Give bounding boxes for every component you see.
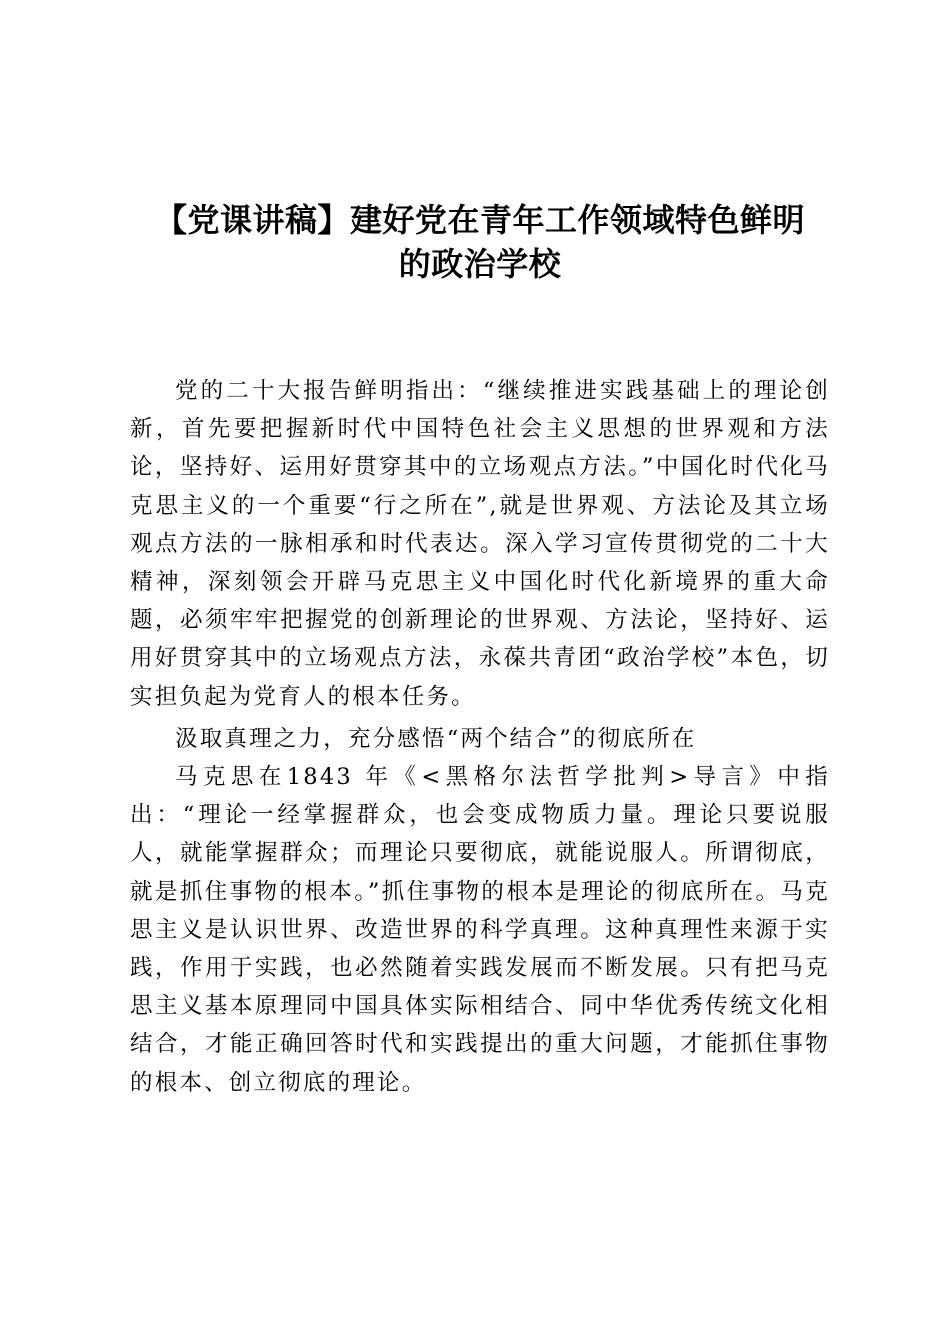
document-title-line-1: 【党课讲稿】建好党在青年工作领域特色鲜明 xyxy=(154,201,805,239)
document-body xyxy=(130,372,830,1102)
section-heading: 汲取真理之力，充分感悟“两个结合”的彻底所在 xyxy=(175,725,697,752)
document-title-line-2: 的政治学校 xyxy=(398,245,562,283)
document-title xyxy=(120,198,840,286)
paragraph-intro: 党的二十大报告鲜明指出：“继续推进实践基础上的理论创新，首先要把握新时代中国特色社会主义思想的世界观和方法论，坚持好、运用好贯穿其中的立场观点方法。”中国化时代化马克思主义的一个重要“行之所在”,就是世界观、方法论及其立场观点方法的一脉相承和时代表达。深入学习宣传贯彻党的二十大精神，深刻领会开辟马克思主义中国化时代化新境界的重大命题，必须牢牢把握党的创新理论的世界观、方法论，坚持好、运用好贯穿其中的立场观点方法，永葆共青团“政治学校”本色，切实担负起为党育人的根本任务。 xyxy=(130,378,830,710)
paragraph-marx-quote: 马克思在1843 年《<黑格尔法哲学批判>导言》中指出：“理论一经掌握群众，也会变成物质力量。理论只要说服人，就能掌握群众；而理论只要彻底，就能说服人。所谓彻底，就是抓住事物的根本。”抓住事物的根本是理论的彻底所在。马克思主义是认识世界、改造世界的科学真理。这种真理性来源于实践，作用于实践，也必然随着实践发展而不断发展。只有把马克思主义基本原理同中国具体实际相结合、同中华优秀传统文化相结合，才能正确回答时代和实践提出的重大问题，才能抓住事物的根本、创立彻底的理论。 xyxy=(130,764,830,1096)
